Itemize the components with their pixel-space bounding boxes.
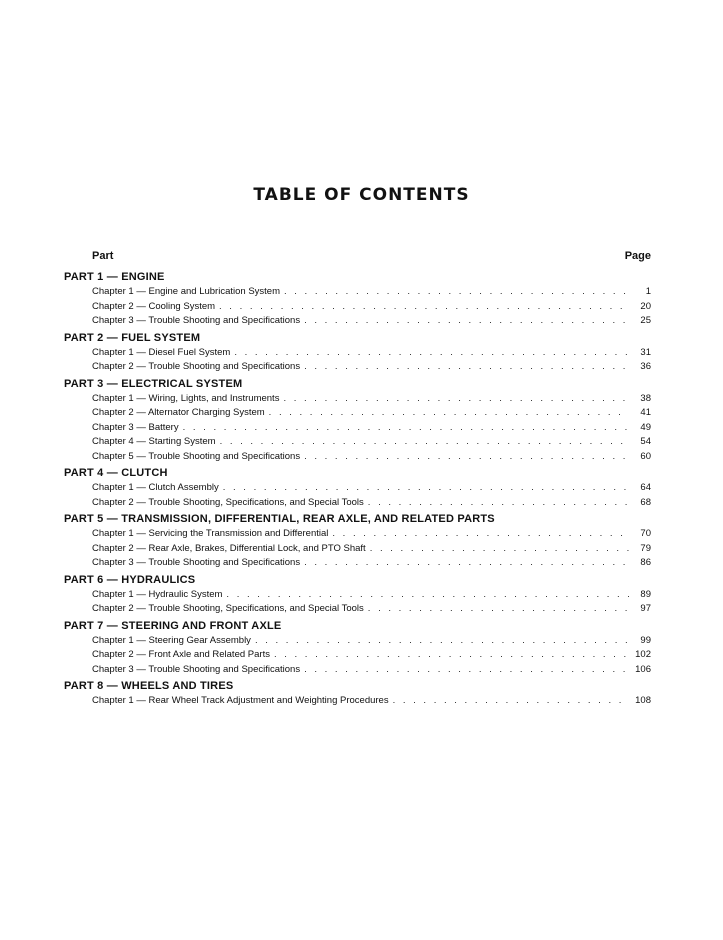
dot-leader [304, 450, 629, 465]
chapter-title: Chapter 1 — Rear Wheel Track Adjustment and Weighting Procedures [92, 695, 389, 706]
toc-part-section [64, 466, 651, 510]
page-number: 99 [640, 634, 651, 646]
page-number: 25 [640, 315, 651, 326]
page-number: 97 [640, 603, 651, 614]
part-column-label: Part [92, 250, 114, 262]
page-number: 89 [640, 588, 651, 600]
dot-leader [284, 285, 629, 300]
chapter-title: Chapter 1 — Wiring, Lights, and Instruments [92, 392, 280, 404]
dot-leader [370, 542, 629, 557]
toc-part-section [64, 270, 651, 329]
page-title: TABLE OF CONTENTS [253, 185, 470, 206]
toc-entry [64, 314, 651, 329]
chapter-title: Chapter 1 — Diesel Fuel System [92, 346, 231, 358]
toc-part-section [64, 377, 651, 465]
dot-leader [393, 694, 629, 709]
table-of-contents [64, 270, 651, 709]
chapter-title: Chapter 3 — Battery [92, 421, 179, 433]
page-number: 54 [640, 436, 651, 447]
toc-entry [64, 300, 651, 315]
chapter-title: Chapter 1 — Hydraulic System [92, 588, 223, 600]
dot-leader [304, 556, 629, 571]
toc-entry [64, 694, 651, 709]
dot-leader [226, 588, 629, 603]
part-title: PART 5 — TRANSMISSION, DIFFERENTIAL, REAR AXLE, AND RELATED PARTS [64, 513, 495, 525]
chapter-title: Chapter 1 — Clutch Assembly [92, 482, 219, 493]
toc-entry [64, 285, 651, 300]
part-title: PART 4 — CLUTCH [64, 467, 168, 479]
page-number: 20 [640, 300, 651, 312]
dot-leader [183, 421, 629, 436]
toc-entry [64, 602, 651, 617]
dot-leader [304, 360, 629, 375]
page-number: 60 [640, 450, 651, 462]
chapter-title: Chapter 2 — Trouble Shooting, Specifications, and Special Tools [92, 603, 364, 614]
toc-entry [64, 542, 651, 557]
part-title: PART 8 — WHEELS AND TIRES [64, 680, 234, 692]
toc-entry [64, 435, 651, 450]
dot-leader [223, 481, 629, 496]
part-title: PART 1 — ENGINE [64, 271, 165, 283]
chapter-title: Chapter 5 — Trouble Shooting and Specifications [92, 450, 301, 462]
toc-entry [64, 392, 651, 407]
chapter-title: Chapter 2 — Cooling System [92, 300, 216, 312]
part-title: PART 7 — STEERING AND FRONT AXLE [64, 619, 282, 632]
chapter-title: Chapter 3 — Trouble Shooting and Specifications [92, 663, 301, 675]
toc-entry [64, 556, 651, 571]
part-title: PART 3 — ELECTRICAL SYSTEM [64, 377, 243, 390]
toc-entry [64, 406, 651, 421]
chapter-title: Chapter 3 — Trouble Shooting and Specifications [92, 557, 301, 568]
toc-entry [64, 663, 651, 678]
page-number: 64 [640, 482, 651, 493]
part-title: PART 2 — FUEL SYSTEM [64, 331, 201, 344]
page-number: 106 [635, 663, 651, 675]
toc-part-section [64, 512, 651, 571]
page-number: 79 [640, 542, 651, 554]
chapter-title: Chapter 2 — Alternator Charging System [92, 407, 265, 418]
dot-leader [220, 435, 629, 450]
toc-entry [64, 360, 651, 375]
page-column-label: Page [624, 250, 651, 262]
dot-leader [283, 392, 629, 407]
toc-part-section [64, 573, 651, 617]
dot-leader [274, 648, 629, 663]
toc-entry [64, 634, 651, 649]
toc-part-section [64, 331, 651, 375]
dot-leader [304, 314, 629, 329]
toc-entry [64, 648, 651, 663]
dot-leader [304, 663, 629, 678]
toc-part-section [64, 619, 651, 678]
toc-entry [64, 421, 651, 436]
toc-entry [64, 450, 651, 465]
chapter-title: Chapter 4 — Starting System [92, 436, 216, 447]
page-number: 1 [645, 286, 651, 297]
page-number: 49 [640, 421, 651, 433]
chapter-title: Chapter 2 — Trouble Shooting, Specifications, and Special Tools [92, 496, 364, 508]
dot-leader [255, 634, 629, 649]
page-number: 68 [640, 496, 651, 508]
toc-entry [64, 496, 651, 511]
dot-leader [368, 602, 629, 617]
chapter-title: Chapter 2 — Rear Axle, Brakes, Differential Lock, and PTO Shaft [92, 542, 366, 554]
page-number: 41 [640, 407, 651, 418]
page-number: 102 [635, 649, 651, 660]
chapter-title: Chapter 2 — Trouble Shooting and Specifications [92, 361, 301, 372]
chapter-title: Chapter 1 — Engine and Lubrication System [92, 286, 280, 297]
chapter-title: Chapter 1 — Steering Gear Assembly [92, 634, 251, 646]
dot-leader [269, 406, 629, 421]
toc-entry [64, 527, 651, 542]
toc-part-section [64, 679, 651, 709]
page-number: 108 [635, 695, 651, 706]
page-number: 36 [640, 361, 651, 372]
page-number: 31 [640, 346, 651, 358]
toc-entry [64, 588, 651, 603]
dot-leader [219, 300, 629, 315]
chapter-title: Chapter 2 — Front Axle and Related Parts [92, 649, 270, 660]
page-number: 70 [640, 528, 651, 539]
chapter-title: Chapter 1 — Servicing the Transmission and Differential [92, 528, 329, 539]
dot-leader [332, 527, 629, 542]
column-header [92, 250, 651, 262]
chapter-title: Chapter 3 — Trouble Shooting and Specifications [92, 315, 301, 326]
page-number: 86 [640, 557, 651, 568]
page-number: 38 [640, 392, 651, 404]
part-title: PART 6 — HYDRAULICS [64, 573, 196, 586]
toc-entry [64, 481, 651, 496]
dot-leader [234, 346, 629, 361]
toc-entry [64, 346, 651, 361]
dot-leader [368, 496, 629, 511]
